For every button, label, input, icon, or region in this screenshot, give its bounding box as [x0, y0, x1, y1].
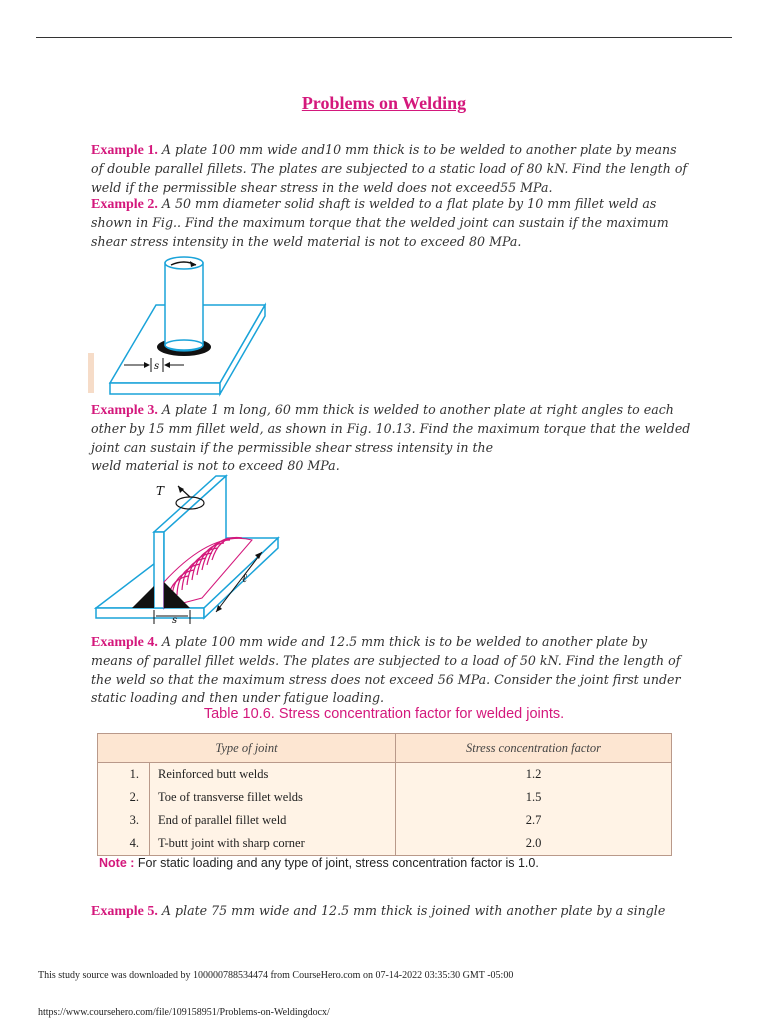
row-factor: 2.0	[396, 832, 672, 856]
example-3-text: A plate 1 m long, 60 mm thick is welded to another plate at right angles to each other by 15 mm fillet weld, as shown in Fig. 10.13. Find the maximum torque that the welded joint can sustain if the permissible shear stress intensity in the	[91, 402, 691, 455]
shaft-weld-figure	[88, 255, 278, 400]
example-1-label: Example 1.	[91, 143, 158, 158]
row-number: 3.	[98, 809, 150, 832]
table-header-row	[98, 734, 672, 763]
example-5	[91, 902, 691, 921]
example-4-text: A plate 100 mm wide and 12.5 mm thick is to be welded to another plate by means of parallel fillet welds. The plates are subjected to a load of 50 kN. Find the length of the weld so that the maximum stress does not exceed 56 MPa. Consider the joint first under static loading and then under fatigue loading.	[91, 634, 681, 705]
page-title: Problems on Welding	[301, 93, 467, 113]
top-rule	[36, 37, 732, 38]
row-joint-name: End of parallel fillet weld	[150, 809, 396, 832]
example-2-text: A 50 mm diameter solid shaft is welded to a flat plate by 10 mm fillet weld as shown in Fig.. Find the maximum torque that the welded joint can sustain if the maximum shear stress intensity in the weld material is not to exceed 80 MPa.	[91, 196, 669, 249]
example-2	[91, 195, 691, 251]
example-3-label: Example 3.	[91, 403, 158, 418]
source-url-link[interactable]: https://www.coursehero.com/file/109158951/Problems-on-Weldingdocx/	[38, 1007, 330, 1018]
example-5-label: Example 5.	[91, 904, 158, 919]
note-text: For static loading and any type of joint, stress concentration factor is 1.0.	[137, 856, 539, 870]
example-1	[91, 141, 691, 197]
example-3-text-tail: weld material is not to exceed 80 MPa.	[91, 457, 340, 473]
table-row	[98, 832, 672, 856]
row-joint-name: Toe of transverse fillet welds	[150, 786, 396, 809]
table-row	[98, 809, 672, 832]
row-factor: 1.2	[396, 763, 672, 787]
fig2-s-label: s	[172, 615, 178, 625]
row-number: 1.	[98, 763, 150, 787]
table-note	[99, 856, 539, 870]
row-number: 2.	[98, 786, 150, 809]
example-2-label: Example 2.	[91, 197, 158, 212]
source-footer: This study source was downloaded by 100000788534474 from CourseHero.com on 07-14-2022 03:35:30 GMT -05:00	[38, 970, 514, 981]
table-row	[98, 786, 672, 809]
example-5-text: A plate 75 mm wide and 12.5 mm thick is joined with another plate by a single	[161, 903, 666, 918]
row-factor: 2.7	[396, 809, 672, 832]
note-label: Note :	[99, 856, 135, 870]
stress-concentration-table	[97, 733, 672, 856]
row-joint-name: Reinforced butt welds	[150, 763, 396, 787]
fig2-torque-label: T	[156, 484, 165, 498]
row-number: 4.	[98, 832, 150, 856]
table-caption: Table 10.6. Stress concentration factor for welded joints.	[203, 706, 565, 722]
plate-fillet-weld-figure	[92, 470, 282, 625]
example-3	[91, 401, 691, 475]
header-type-of-joint: Type of joint	[98, 734, 396, 763]
header-stress-factor: Stress concentration factor	[396, 734, 672, 763]
fig2-length-label: ℓ	[242, 571, 247, 585]
row-factor: 1.5	[396, 786, 672, 809]
row-joint-name: T-butt joint with sharp corner	[150, 832, 396, 856]
example-4	[91, 633, 691, 707]
example-4-label: Example 4.	[91, 635, 158, 650]
fig1-s-label: s	[154, 361, 160, 372]
example-1-text: A plate 100 mm wide and10 mm thick is to be welded to another plate by means of double parallel fillets. The plates are subjected to a static load of 80 kN. Find the length of weld if the permissible shear stress in the weld does not exceed55 MPa.	[91, 142, 688, 195]
table-row	[98, 763, 672, 787]
